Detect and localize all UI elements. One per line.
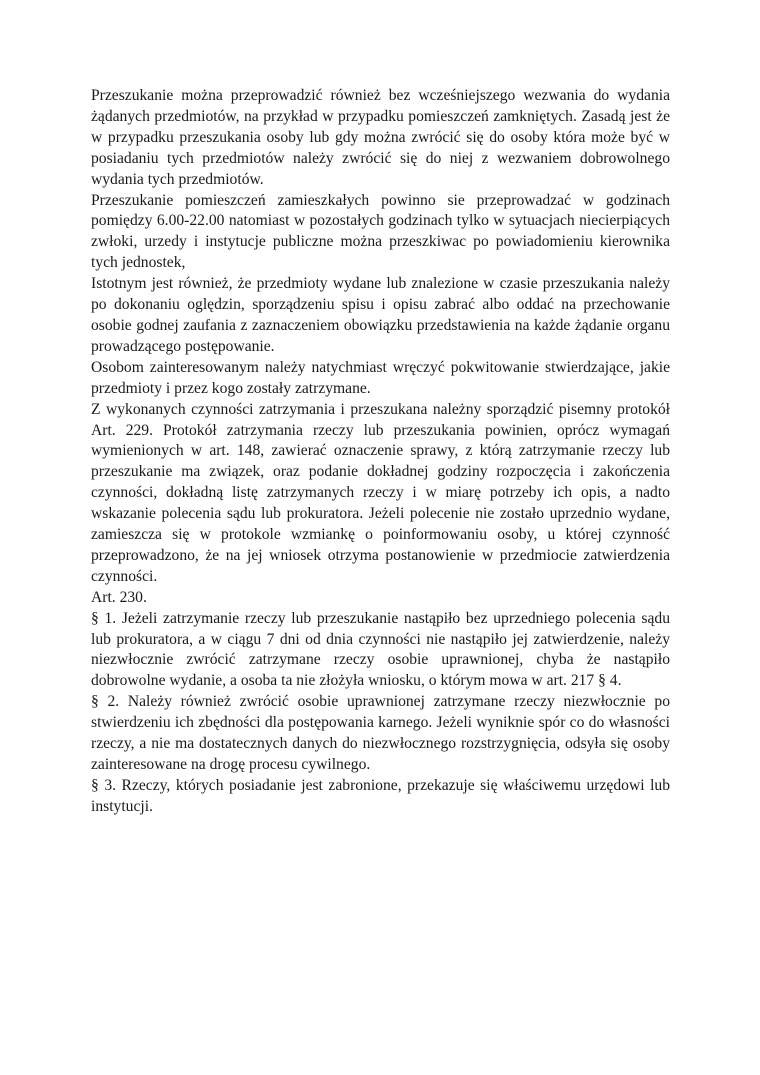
article-heading: Art. 230. (91, 588, 147, 606)
section-1: § 1. Jeżeli zatrzymanie rzeczy lub przeszukanie nastąpiło bez uprzedniego polecenia sądu lub prokuratora, a w ciągu 7 dni od dnia czynności nie nastąpiło jej zatwierdzenie, należy niezwłocznie zwrócić zatrzymane rzeczy osobie uprawnionej, chyba że nastąpiło dobrowolne wydanie, a osoba ta nie złożyła wniosku, o którym mowa w art. 217 § 4. (91, 609, 670, 690)
paragraph-protocol-art-229: Z wykonanych czynności zatrzymania i przeszukana należny sporządzić pisemny protokół Art. 229. Protokół zatrzymania rzeczy lub przeszukania powinien, oprócz wymagań wymienionych w art. 148, zawierać oznaczenie sprawy, z którą zatrzymanie rzeczy lub przeszukanie ma związek, oraz podanie dokładnej godziny rozpoczęcia i zakończenia czynności, dokładną listę zatrzymanych rzeczy i w miarę potrzeby ich opis, a nadto wskazanie polecenia sądu lub prokuratora. Jeżeli polecenie nie zostało uprzednio wydane, zamieszcza się w protokole wzmiankę o poinformowaniu osoby, u której czynność przeprowadzono, że na jej wniosek otrzyma postanowienie w przedmiocie zatwierdzenia czynności. (91, 400, 670, 585)
paragraph-search-hours: Przeszukanie pomieszczeń zamieszkałych powinno sie przeprowadzać w godzinach pomiędzy 6.00-22.00 natomiast w pozostałych godzinach tylko w sytuacjach niecierpiących zwłoki, urzedy i instytucje publiczne można przeszkiwac po powiadomieniu kierownika tych jednostek, (91, 191, 670, 272)
paragraph-seized-items-handling: Istotnym jest również, że przedmioty wydane lub znalezione w czasie przeszukania należy po dokonaniu oględzin, sporządzeniu spisu i opisu zabrać albo oddać na przechowanie osobie godnej zaufania z zaznaczeniem obowiązku przedstawienia na każde żądanie organu prowadzącego postępowanie. (91, 275, 670, 355)
section-3: § 3. Rzeczy, których posiadanie jest zabronione, przekazuje się właściwemu urzędowi lub instytucji. (91, 776, 670, 815)
paragraph-search-without-summons: Przeszukanie można przeprowadzić również bez wcześniejszego wezwania do wydania żądanych przedmiotów, na przykład w przypadku pomieszczeń zamkniętych. Zasadą jest że w przypadku przeszukania osoby lub gdy można zwrócić się do osoby która może być w posiadaniu tych przedmiotów należy zwrócić się do niej z wezwaniem dobrowolnego wydania tych przedmiotów. (91, 87, 670, 188)
section-2: § 2. Należy również zwrócić osobie uprawnionej zatrzymane rzeczy niezwłocznie po stwierdzeniu ich zbędności dla postępowania karnego. Jeżeli wyniknie spór co do własności rzeczy, a nie ma dostatecznych danych do niezwłocznego rozstrzygnięcia, odsyła się osoby zainteresowane na drogę procesu cywilnego. (91, 693, 670, 773)
document-page (91, 86, 670, 818)
paragraph-receipt: Osobom zainteresowanym należy natychmiast wręczyć pokwitowanie stwierdzające, jakie przedmioty i przez kogo zostały zatrzymane. (91, 358, 670, 397)
